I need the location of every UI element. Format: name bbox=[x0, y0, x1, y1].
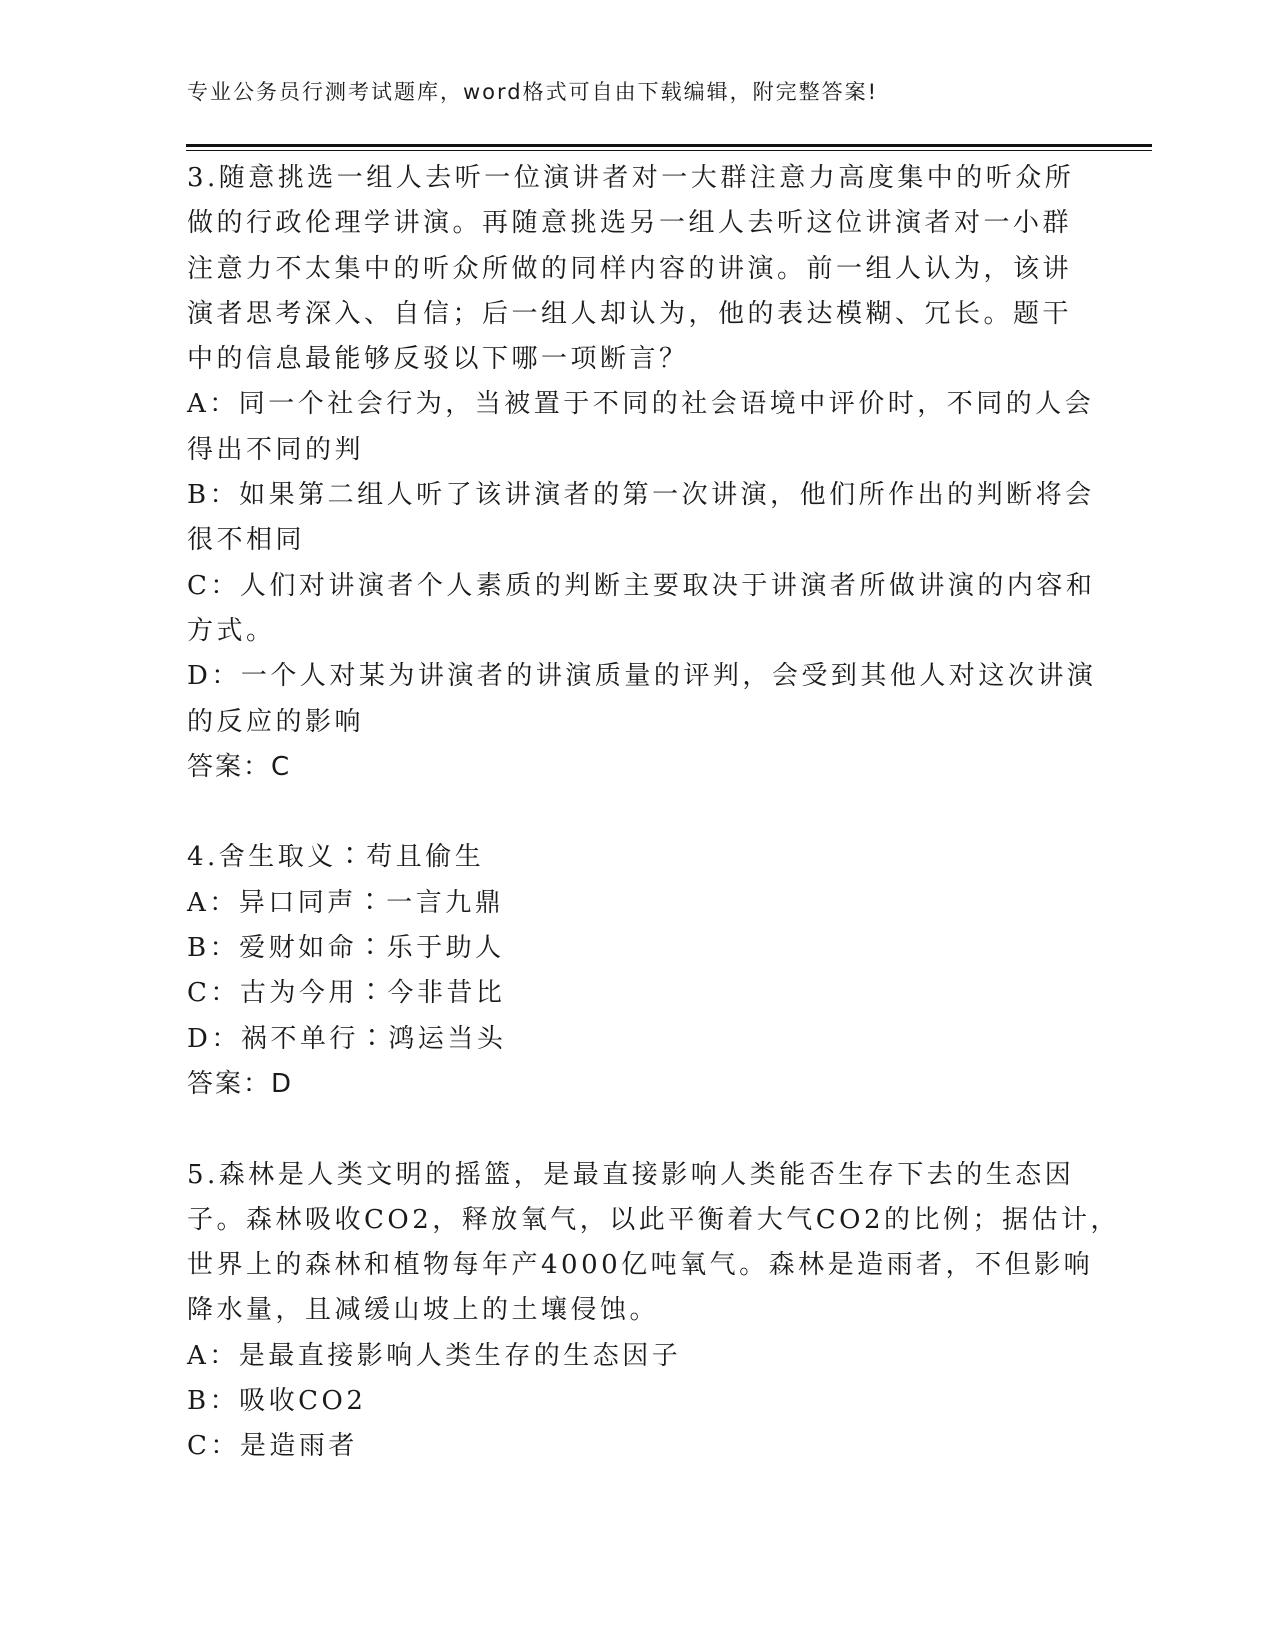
option-c: C：人们对讲演者个人素质的判断主要取决于讲演者所做讲演的内容和 bbox=[187, 570, 1096, 601]
question-stem-line: 降水量，且减缓山坡上的土壤侵蚀。 bbox=[187, 1295, 660, 1326]
answer: 答案：D bbox=[187, 1068, 294, 1099]
question-4 bbox=[187, 835, 1087, 1107]
option-d-cont: 的反应的影响 bbox=[187, 706, 365, 737]
option-a: A：异口同声∶一言九鼎 bbox=[187, 887, 505, 918]
question-stem-line: 注意力不太集中的听众所做的同样内容的讲演。前一组人认为，该讲 bbox=[187, 253, 1073, 284]
question-stem-line: 中的信息最能够反驳以下哪一项断言？ bbox=[187, 344, 689, 375]
page-header: 专业公务员行测考试题库，word格式可自由下载编辑，附完整答案! bbox=[187, 80, 879, 104]
option-a: A：同一个社会行为，当被置于不同的社会语境中评价时，不同的人会 bbox=[187, 389, 1095, 420]
option-c-cont: 方式。 bbox=[187, 615, 276, 646]
question-3 bbox=[187, 156, 1097, 790]
option-d: D：一个人对某为讲演者的讲演质量的评判，会受到其他人对这次讲演 bbox=[187, 661, 1097, 692]
option-d: D：祸不单行∶鸿运当头 bbox=[187, 1023, 507, 1054]
option-c: C：古为今用∶今非昔比 bbox=[187, 978, 506, 1009]
option-b-cont: 很不相同 bbox=[187, 525, 306, 556]
question-stem-line: 世界上的森林和植物每年产4000亿吨氧气。森林是造雨者，不但影响 bbox=[187, 1250, 1094, 1281]
spacer bbox=[187, 1107, 1087, 1152]
option-a: A：是最直接影响人类生存的生态因子 bbox=[187, 1340, 682, 1371]
question-stem-line: 5.森林是人类文明的摇篮，是最直接影响人类能否生存下去的生态因 bbox=[187, 1159, 1075, 1190]
option-b: B：吸收CO2 bbox=[187, 1386, 367, 1417]
answer: 答案：C bbox=[187, 751, 292, 782]
option-a-cont: 得出不同的判 bbox=[187, 434, 365, 465]
question-stem-line: 子。森林吸收CO2，释放氧气，以此平衡着大气CO2的比例；据估计， bbox=[187, 1204, 1121, 1235]
question-stem-line: 做的行政伦理学讲演。再随意挑选另一组人去听这位讲演者对一小群 bbox=[187, 208, 1073, 239]
header-rule-thin bbox=[186, 150, 1152, 151]
question-stem-line: 演者思考深入、自信；后一组人却认为，他的表达模糊、冗长。题干 bbox=[187, 298, 1073, 329]
question-stem-line: 4.舍生取义∶苟且偷生 bbox=[187, 842, 485, 873]
question-5 bbox=[187, 1153, 1121, 1470]
question-stem-line: 3.随意挑选一组人去听一位演讲者对一大群注意力高度集中的听众所 bbox=[187, 163, 1075, 193]
option-b: B：爱财如命∶乐于助人 bbox=[187, 933, 505, 964]
header-rule-thick bbox=[186, 144, 1152, 147]
question-list bbox=[187, 156, 1121, 1470]
option-b: B：如果第二组人听了该讲演者的第一次讲演，他们所作出的判断将会 bbox=[187, 480, 1095, 511]
option-c: C：是造雨者 bbox=[187, 1431, 358, 1462]
spacer bbox=[187, 790, 1087, 835]
